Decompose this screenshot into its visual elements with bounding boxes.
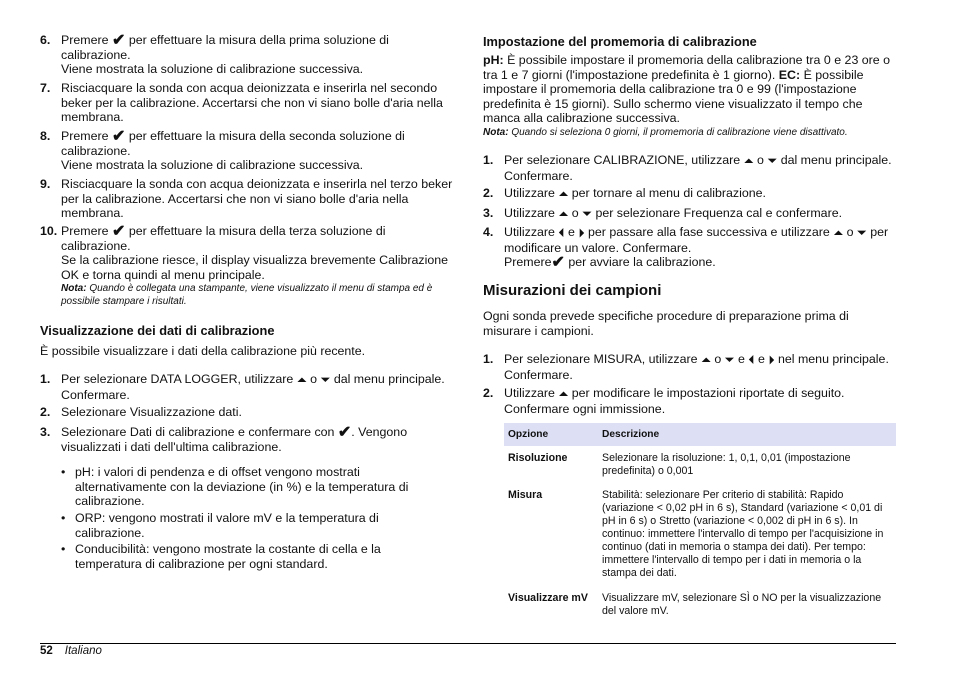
- reminder-step-3: [483, 206, 896, 222]
- arrow-up-icon: ⏶: [743, 154, 754, 168]
- ph-text: È possibile impostare il promemoria della calibrazione tra 0 e 23 ore o tra 1 e 7 giorni (l'impostazione predefinita è 1 giorno).: [483, 53, 891, 82]
- section-title-calibration-data: Visualizzazione dei dati di calibrazione: [40, 323, 275, 338]
- options-table: [504, 423, 896, 622]
- bullet-dot-icon: •: [61, 465, 66, 479]
- table-header-row: [504, 423, 896, 446]
- step-text: Premere: [504, 255, 552, 270]
- measure-step-1: [483, 352, 896, 382]
- step-text: dal menu principale. Confermare.: [61, 372, 445, 402]
- reminder-step-2: [483, 186, 896, 202]
- ec-text: È possibile impostare il promemoria della calibrazione tra 0 e 99 (l'impostazione predefinita è 15 giorni). Sullo schermo viene visualizzato il tempo che manca alla calibrazione successiva.: [483, 67, 864, 126]
- step-number: 10.: [40, 224, 58, 238]
- arrow-left-icon: ⏴: [558, 226, 565, 240]
- step-text: o: [753, 153, 768, 167]
- bullet-text: pH: i valori di pendenza e di offset vengono mostrati alternativamente con la deviazione (in %) e la temperatura di calibrazione.: [75, 465, 409, 509]
- checkmark-icon: ✔: [337, 424, 352, 441]
- view-step-3: [40, 425, 455, 454]
- step-text: per selezionare Frequenza cal e confermare.: [592, 206, 843, 220]
- arrow-down-icon: ⏷: [724, 353, 735, 367]
- description-cell: Visualizzare mV, selezionare SÌ o NO per la visualizzazione del valore mV.: [602, 592, 882, 617]
- step-number: 2.: [483, 186, 494, 200]
- option-cell: Misura: [508, 489, 543, 501]
- step-number: 3.: [483, 206, 494, 220]
- arrow-up-icon: ⏶: [558, 207, 569, 221]
- step-8: [40, 129, 455, 173]
- step-text: Utilizzare: [504, 225, 559, 239]
- arrow-up-icon: ⏶: [700, 353, 711, 367]
- arrow-up-icon: ⏶: [296, 373, 307, 387]
- step-text: Utilizzare: [504, 186, 559, 200]
- step-number: 2.: [483, 386, 494, 400]
- step-text: dal menu principale. Confermare.: [504, 153, 892, 183]
- step-number: 1.: [483, 352, 494, 366]
- description-cell: Stabilità: selezionare Per criterio di stabilità: Rapido (variazione < 0,02 pH in 6 s), Standard (variazione < 0,01 di pH in 6 s) o Stretto (variazione < 0,002 di pH in 6 s). In continuo: immettere l'intervallo di tempo per l'acquisizione in continuo (dati in memoria o stampa dei dati). Per tempo: immettere l'intervallo di tempo per i dati in memoria o la stampa dei dati.: [602, 489, 884, 579]
- step-text: Per selezionare CALIBRAZIONE, utilizzare: [504, 153, 744, 167]
- option-cell: Visualizzare mV: [508, 592, 588, 604]
- step-text: per effettuare la misura della terza soluzione di calibrazione.: [61, 224, 386, 253]
- section-title-reminder: Impostazione del promemoria di calibrazione: [483, 34, 757, 49]
- step-text: Per selezionare DATA LOGGER, utilizzare: [61, 372, 297, 386]
- step-text: Premere: [61, 129, 109, 143]
- step-9: [40, 177, 455, 221]
- step-text: Utilizzare: [504, 386, 559, 400]
- table-row: [504, 584, 896, 622]
- step-text: Utilizzare: [504, 206, 559, 220]
- table-row: [504, 482, 896, 584]
- bullet-item: [61, 465, 441, 509]
- section-intro: È possibile visualizzare i dati della calibrazione più recente.: [40, 344, 366, 358]
- footer: [40, 644, 102, 659]
- bullet-dot-icon: •: [61, 511, 66, 525]
- step-number: 3.: [40, 425, 51, 439]
- step-6: [40, 33, 455, 77]
- step-number: 6.: [40, 33, 51, 47]
- measure-intro: Ogni sonda prevede specifiche procedure di preparazione prima di misurare i campioni.: [483, 309, 849, 338]
- step-number: 2.: [40, 405, 51, 419]
- step-text: per tornare al menu di calibrazione.: [568, 186, 766, 200]
- reminder-step-4: [483, 225, 896, 270]
- bullet-dot-icon: •: [61, 542, 66, 556]
- table-header-description: Descrizione: [598, 423, 896, 446]
- note: [483, 126, 896, 139]
- step-number: 1.: [40, 372, 51, 386]
- bullet-item: [61, 542, 441, 571]
- step-text: Per selezionare MISURA, utilizzare: [504, 352, 701, 366]
- footer-language: Italiano: [64, 645, 102, 657]
- reminder-text: [483, 53, 896, 139]
- step-number: 4.: [483, 225, 494, 239]
- option-cell: Risoluzione: [508, 452, 568, 464]
- note-text: Quando è collegata una stampante, viene visualizzato il menu di stampa ed è possibile stampare i risultati.: [61, 283, 433, 308]
- step-text: per passare alla fase successiva e utilizzare: [584, 225, 834, 239]
- step-text: Risciacquare la sonda con acqua deionizzata e inserirla nel terzo beker per la calibrazione. Accertarsi che non vi siano bolle d'aria nella membrana.: [61, 177, 453, 221]
- view-step-1: [40, 372, 455, 402]
- step-result: Viene mostrata la soluzione di calibrazione successiva.: [61, 62, 364, 77]
- note: [61, 282, 455, 308]
- measure-step-2: [483, 386, 896, 416]
- bullet-text: ORP: vengono mostrati il valore mV e la temperatura di calibrazione.: [75, 511, 379, 540]
- arrow-up-icon: ⏶: [558, 187, 569, 201]
- reminder-step-1: [483, 153, 896, 183]
- step-text: Selezionare Visualizzazione dati.: [61, 405, 242, 419]
- step-result: Se la calibrazione riesce, il display visualizza brevemente Calibrazione OK e torna quindi al menu principale.: [61, 253, 449, 282]
- step-result: Viene mostrata la soluzione di calibrazione successiva.: [61, 158, 364, 173]
- arrow-down-icon: ⏷: [582, 207, 593, 221]
- step-text: Premere: [61, 33, 109, 47]
- checkmark-icon: ✔: [111, 32, 126, 49]
- step-text: Selezionare Dati di calibrazione e confermare con: [61, 425, 338, 439]
- step-text: per modificare un valore. Confermare.: [504, 225, 889, 255]
- checkmark-icon: ✔: [111, 128, 126, 145]
- footer-rule: [40, 643, 896, 644]
- note-label: Nota:: [483, 126, 509, 138]
- arrow-down-icon: ⏷: [856, 226, 867, 240]
- step-text: Risciacquare la sonda con acqua deionizzata e inserirla nel secondo beker per la calibrazione. Accertarsi che non vi siano bolle d'aria nella membrana.: [61, 81, 443, 125]
- arrow-down-icon: ⏷: [767, 154, 778, 168]
- step-text: o: [568, 206, 583, 220]
- bullet-text: Conducibilità: vengono mostrate la costante di cella e la temperatura di calibrazione per ogni standard.: [75, 542, 381, 571]
- step-text: per effettuare la misura della prima soluzione di calibrazione.: [61, 33, 389, 62]
- arrow-down-icon: ⏷: [320, 373, 331, 387]
- arrow-up-icon: ⏶: [833, 226, 844, 240]
- arrow-up-icon: ⏶: [558, 387, 569, 401]
- step-7: [40, 81, 455, 125]
- step-text: nel menu principale. Confermare.: [504, 352, 889, 382]
- page-number: 52: [40, 645, 53, 657]
- bullet-item: [61, 511, 441, 540]
- step-number: 1.: [483, 153, 494, 167]
- step-text: e: [564, 225, 579, 239]
- table-header-option: Opzione: [504, 423, 598, 446]
- description-cell: Selezionare la risoluzione: 1, 0,1, 0,01 (impostazione predefinita) o 0,001: [602, 452, 851, 477]
- arrow-right-icon: ⏵: [578, 226, 585, 240]
- ec-label: EC:: [778, 67, 801, 82]
- view-step-2: [40, 405, 455, 420]
- step-text: per avviare la calibrazione.: [564, 255, 716, 270]
- step-number: 8.: [40, 129, 51, 143]
- note-text: Quando si seleziona 0 giorni, il promemoria di calibrazione viene disattivato.: [508, 126, 848, 138]
- step-text: o: [710, 352, 725, 366]
- table-row: [504, 446, 896, 482]
- arrow-left-icon: ⏴: [748, 353, 755, 367]
- checkmark-icon: ✔: [111, 223, 126, 240]
- step-text: e: [754, 352, 769, 366]
- step-text: per effettuare la misura della seconda soluzione di calibrazione.: [61, 129, 405, 158]
- step-text: per modificare le impostazioni riportate di seguito. Confermare ogni immissione.: [504, 386, 845, 416]
- step-10: [40, 224, 455, 308]
- ph-label: pH:: [483, 53, 504, 67]
- step-text: Premere: [61, 224, 109, 238]
- arrow-right-icon: ⏵: [768, 353, 775, 367]
- step-text: o: [843, 225, 857, 239]
- step-text: . Vengono visualizzati i dati dell'ultima calibrazione.: [61, 425, 408, 454]
- step-number: 9.: [40, 177, 51, 191]
- section-title-measurement: Misurazioni dei campioni: [483, 282, 662, 299]
- step-text: o: [306, 372, 321, 386]
- checkmark-icon: ✔: [551, 254, 565, 272]
- step-text: e: [734, 352, 749, 366]
- step-number: 7.: [40, 81, 51, 95]
- note-label: Nota:: [61, 283, 87, 295]
